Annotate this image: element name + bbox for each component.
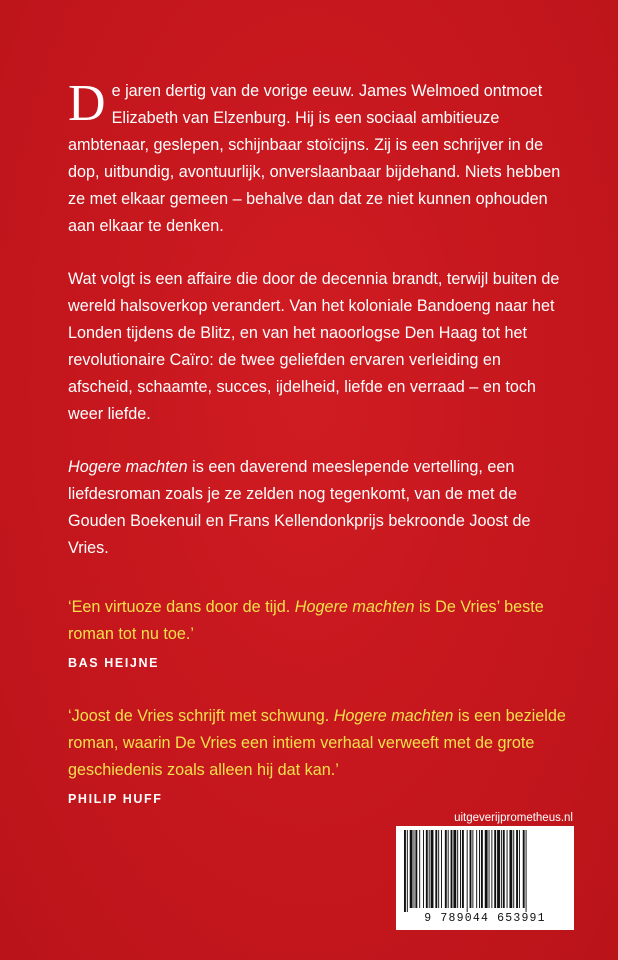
review-quote-2	[68, 703, 568, 784]
barcode-icon	[396, 826, 574, 912]
review-quote-1	[68, 594, 568, 648]
review-author-2: PHILIP HUFF	[68, 792, 163, 806]
quote-text: is De Vries’ beste roman tot nu toe.’	[68, 598, 544, 643]
review-author-1: BAS HEIJNE	[68, 656, 160, 670]
blurb-paragraph-3	[68, 454, 568, 562]
blurb-paragraph-1-text: e jaren dertig van de vorige eeuw. James Welmoed ontmoet Elizabeth van Elzenburg. Hij is een sociaal ambitieuze ambtenaar, geslepen, schijnbaar stoïcijns. Zij is een schrijver in de dop, uitbundig, avontuurlijk, onverslaanbaar bijdehand. Niets hebben ze met elkaar gemeen – behalve dan dat ze niet kunnen ophouden aan elkaar te denken.	[68, 82, 561, 235]
drop-cap: D	[68, 75, 106, 132]
blurb-paragraph-3-text: is een daverend meeslepende vertelling, een liefdesroman zoals je ze zelden nog tegenkomt, van de met de Gouden Boekenuil en Frans Kellendonkprijs bekroonde Joost de Vries.	[68, 458, 531, 557]
book-title: Hogere machten	[294, 598, 415, 616]
quote-text: ‘Joost de Vries schrijft met schwung.	[68, 707, 334, 725]
book-title: Hogere machten	[68, 458, 188, 476]
book-title: Hogere machten	[333, 707, 454, 725]
blurb-paragraph-2: Wat volgt is een affaire die door de decennia brandt, terwijl buiten de wereld halsoverkop verandert. Van het koloniale Bandoeng naar het Londen tijdens de Blitz, en van het naoorlogse Den Haag tot het revolutionaire Caïro: de twee geliefden ervaren verleiding en afscheid, schaamte, succes, ijdelheid, liefde en verraad – en toch weer liefde.	[68, 270, 560, 423]
isbn-number: 9 789044 653991	[424, 912, 546, 925]
blurb-paragraph-1	[68, 75, 568, 240]
quote-text: ‘Een virtuoze dans door de tijd.	[68, 598, 295, 616]
barcode	[396, 826, 574, 930]
quote-text: is een bezielde roman, waarin De Vries een intiem verhaal verweeft met de grote geschiedenis zoals alleen hij dat kan.’	[68, 707, 566, 779]
publisher-url: uitgeverijprometheus.nl	[454, 812, 573, 824]
